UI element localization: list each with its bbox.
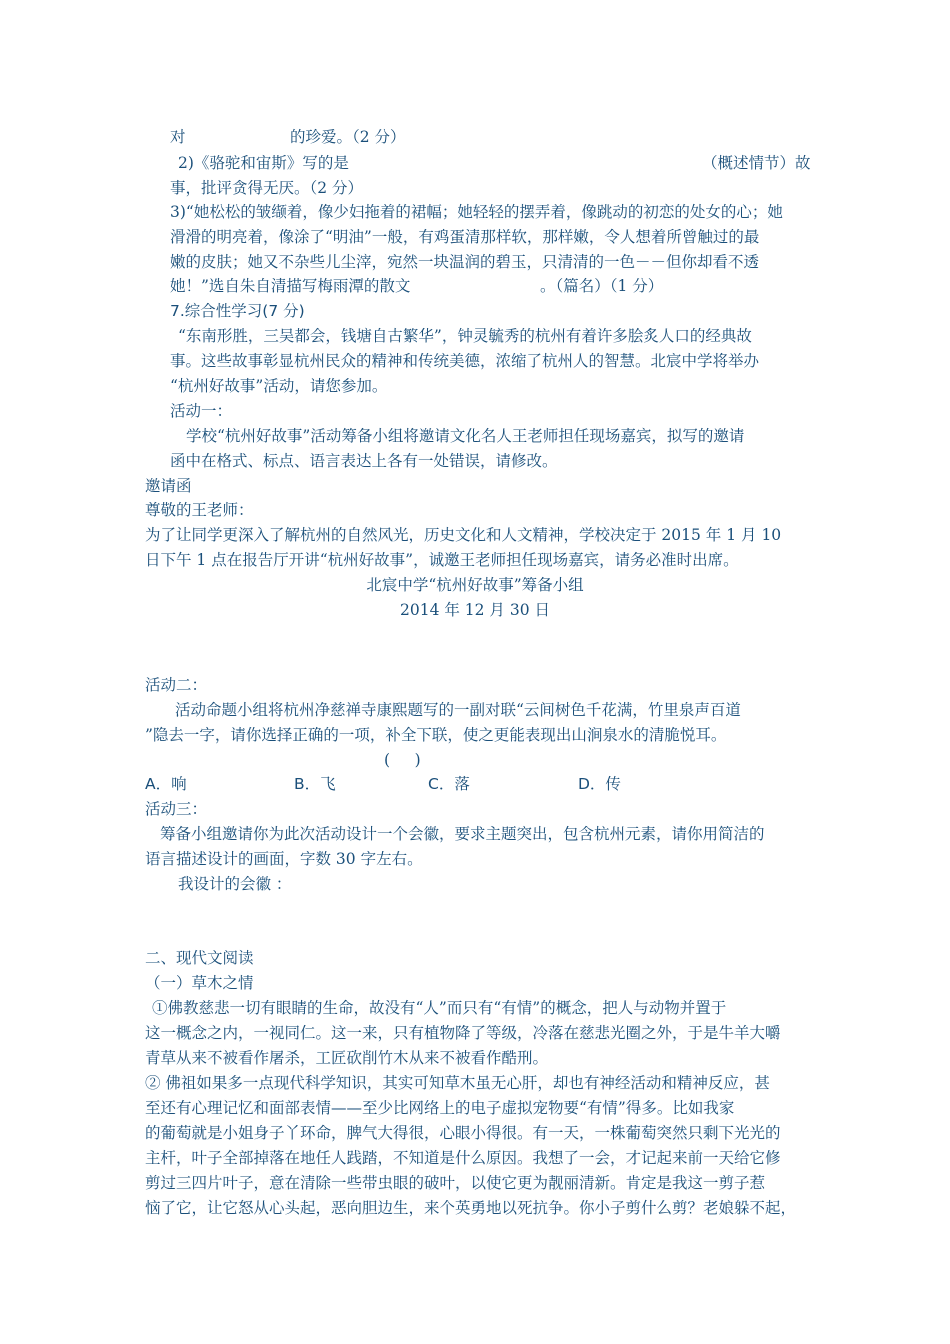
letter-body-line2: 日下午 1 点在报告厅开讲“杭州好故事”，诚邀王老师担任现场嘉宾，请务必准时出席。	[145, 551, 739, 569]
option-a: A．响	[145, 775, 187, 793]
q6-line7a: 她！”选自朱自清描写梅雨潭的散文	[170, 277, 411, 295]
letter-date: 2014 年 12 月 30 日	[399, 601, 551, 619]
q7-title: 7.综合性学习(7 分)	[170, 302, 305, 320]
activity1-title: 活动一：	[170, 402, 233, 420]
activity2-title: 活动二：	[145, 676, 208, 694]
q6-line5: 滑滑的明亮着，像涂了“明油”一般，有鸡蛋清那样软，那样嫩，令人想着所曾触过的最	[170, 228, 760, 246]
letter-body-line1: 为了让同学更深入了解杭州的自然风光，历史文化和人文精神，学校决定于 2015 年 1 月 10	[145, 526, 782, 544]
activity3-line2: 语言描述设计的画面，字数 30 字左右。	[145, 850, 423, 868]
letter-salutation: 尊敬的王老师：	[145, 501, 254, 519]
q7-intro-line2: 事。这些故事彰显杭州民众的精神和传统美德，浓缩了杭州人的智慧。北宸中学将举办	[170, 352, 760, 370]
para2-line3: 的葡萄就是小姐身子丫环命，脾气大得很，心眼小得很。有一天，一株葡萄突然只剩下光光的	[145, 1124, 781, 1142]
q6-line1b: 的珍爱。（2 分）	[290, 128, 406, 146]
para1-line2: 这一概念之内，一视同仁。这一来，只有植物降了等级，冷落在慈悲光圈之外，于是牛羊大嚼	[145, 1024, 781, 1042]
activity2-line1: 活动命题小组将杭州净慈禅寺康熙题写的一副对联“云间树色千花满，竹里泉声百道	[175, 701, 741, 719]
option-c: C．落	[428, 775, 470, 793]
activity1-line1: 学校“杭州好故事”活动筹备小组将邀请文化名人王老师担任现场嘉宾，拟写的邀请	[186, 427, 745, 445]
q6-line2b: （概述情节）故	[702, 154, 811, 172]
activity3-line1: 筹备小组邀请你为此次活动设计一个会徽，要求主题突出，包含杭州元素，请你用简洁的	[160, 825, 765, 843]
para2-line5: 剪过三四片叶子，意在清除一些带虫眼的破叶，以使它更为靓丽清新。肯定是我这一剪子惹	[145, 1174, 766, 1192]
q6-line4: 3)“她松松的皱缬着，像少妇拖着的裙幅；她轻轻的摆弄着，像跳动的初恋的处女的心；她	[170, 203, 783, 221]
para2-line6: 恼了它，让它怒从心头起，恶向胆边生，来个英勇地以死抗争。你小子剪什么剪？老娘躲不起，	[145, 1199, 797, 1217]
q6-line3: 事，批评贪得无厌。（2 分）	[170, 179, 364, 197]
activity3-title: 活动三：	[145, 800, 208, 818]
activity1-line2: 函中在格式、标点、语言表达上各有一处错误，请修改。	[170, 452, 558, 470]
option-d: D．传	[578, 775, 621, 793]
q7-intro-line3: “杭州好故事”活动，请您参加。	[170, 377, 388, 395]
section-title: 二、现代文阅读	[145, 949, 254, 967]
activity3-line3: 我设计的会徽 ：	[178, 875, 292, 893]
subsection-title: （一）草木之情	[145, 974, 254, 992]
para2-line1: ② 佛祖如果多一点现代科学知识，其实可知草木虽无心肝，却也有神经活动和精神反应，甚	[145, 1074, 770, 1092]
q6-line6: 嫩的皮肤；她又不杂些儿尘滓，宛然一块温润的碧玉，只清清的一色－－但你却看不透	[170, 253, 760, 271]
letter-signature: 北宸中学“杭州好故事”筹备小组	[366, 576, 584, 594]
q6-line7b: 。（篇名）（1 分）	[540, 277, 664, 295]
option-b: B．飞	[294, 775, 336, 793]
q6-line2a: 2)《骆驼和宙斯》写的是	[178, 154, 349, 172]
para1-line3: 青草从来不被看作屠杀，工匠砍削竹木从来不被看作酷刑。	[145, 1049, 549, 1067]
q6-line1a: 对	[170, 128, 186, 146]
q7-intro-line1: “东南形胜，三吴都会，钱塘自古繁华”，钟灵毓秀的杭州有着许多脍炙人口的经典故	[178, 327, 752, 345]
para1-line1: ①佛教慈悲一切有眼睛的生命，故没有“人”而只有“有情”的概念，把人与动物并置于	[152, 999, 727, 1017]
para2-line2: 至还有心理记忆和面部表情——至少比网络上的电子虚拟宠物要“有情”得多。比如我家	[145, 1099, 735, 1117]
answer-parentheses: ( )	[384, 751, 421, 769]
letter-title: 邀请函	[145, 477, 192, 495]
para2-line4: 主杆，叶子全部掉落在地任人践踏，不知道是什么原因。我想了一会，才记起来前一天给它修	[145, 1149, 781, 1167]
activity2-line2: ”隐去一字，请你选择正确的一项，补全下联，使之更能表现出山涧泉水的清脆悦耳。	[145, 726, 727, 744]
